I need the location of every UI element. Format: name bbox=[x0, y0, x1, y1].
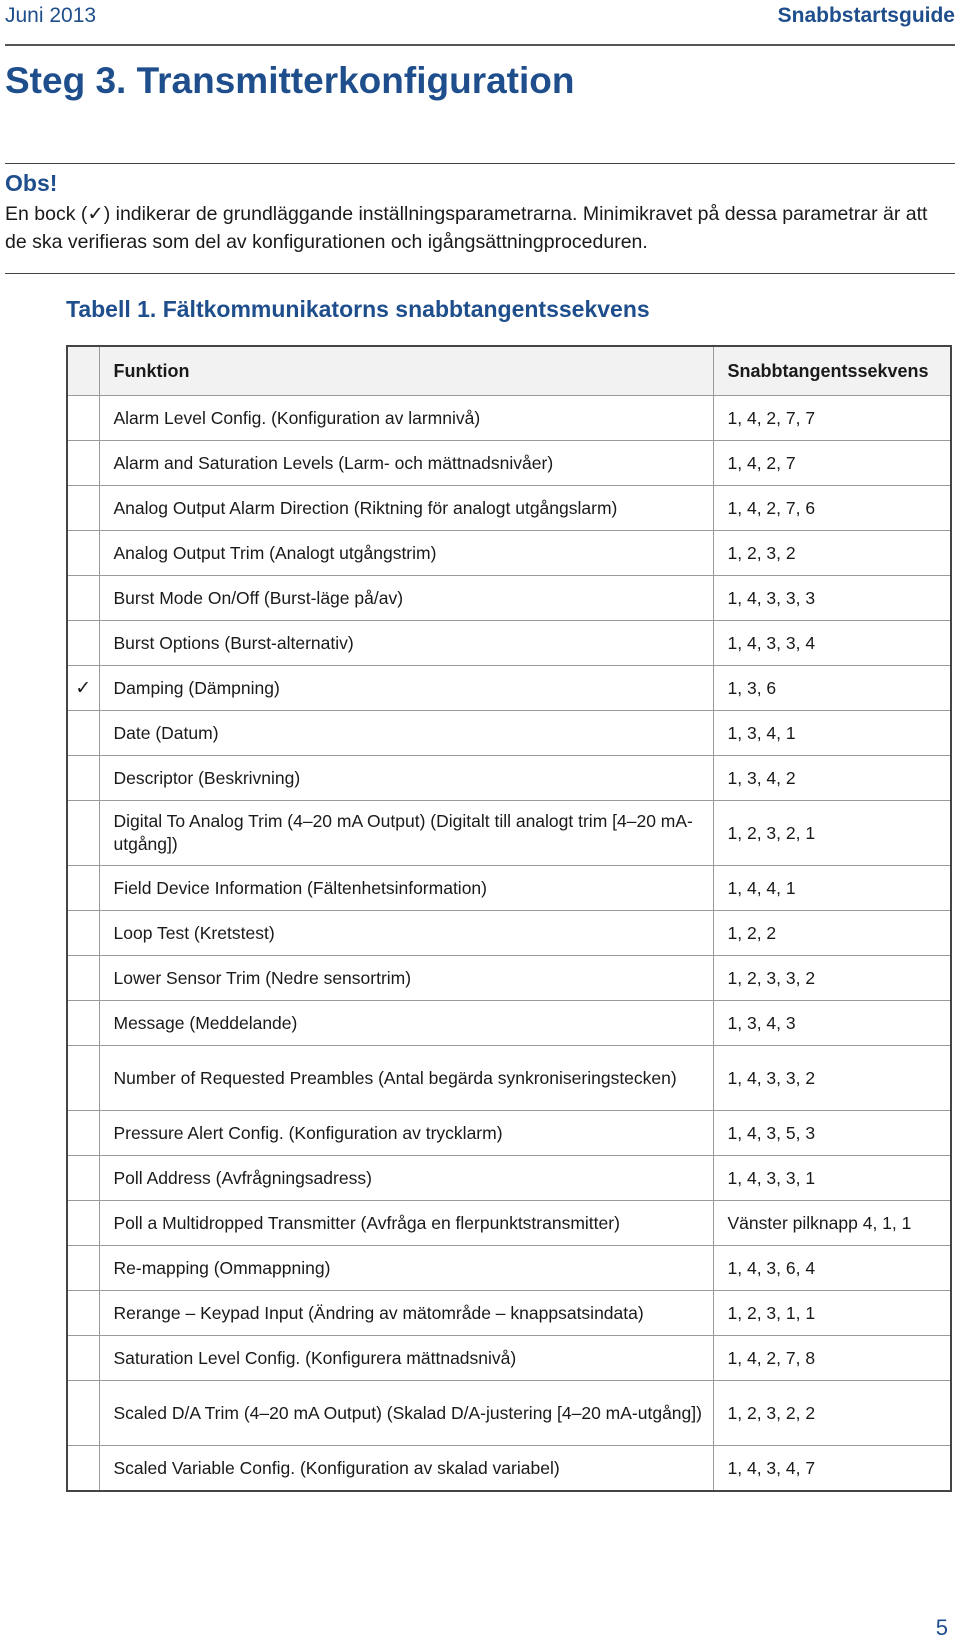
sequence-cell: 1, 2, 3, 2 bbox=[713, 531, 951, 576]
sequence-cell: 1, 4, 3, 3, 2 bbox=[713, 1046, 951, 1111]
function-cell: Rerange – Keypad Input (Ändring av mätområde – knappsatsindata) bbox=[99, 1291, 713, 1336]
table-body bbox=[67, 396, 951, 1492]
function-cell: Loop Test (Kretstest) bbox=[99, 911, 713, 956]
table-row bbox=[67, 441, 951, 486]
sequence-cell: 1, 4, 3, 6, 4 bbox=[713, 1246, 951, 1291]
function-cell: Digital To Analog Trim (4–20 mA Output) (Digitalt till analogt trim [4–20 mA-utgång]) bbox=[99, 801, 713, 866]
table-row bbox=[67, 911, 951, 956]
table-row bbox=[67, 1201, 951, 1246]
table-row bbox=[67, 486, 951, 531]
sequence-cell: 1, 3, 4, 3 bbox=[713, 1001, 951, 1046]
check-mark-icon bbox=[67, 441, 99, 486]
note-rule-top bbox=[5, 163, 955, 164]
check-mark-icon bbox=[67, 1046, 99, 1111]
sequence-cell: 1, 4, 3, 4, 7 bbox=[713, 1446, 951, 1492]
table-row bbox=[67, 1336, 951, 1381]
function-cell: Re-mapping (Ommappning) bbox=[99, 1246, 713, 1291]
table-row bbox=[67, 1291, 951, 1336]
table-row bbox=[67, 1001, 951, 1046]
function-cell: Analog Output Trim (Analogt utgångstrim) bbox=[99, 531, 713, 576]
check-mark-icon bbox=[67, 1381, 99, 1446]
check-mark-icon bbox=[67, 911, 99, 956]
check-mark-icon bbox=[67, 756, 99, 801]
sequence-cell: 1, 4, 2, 7, 8 bbox=[713, 1336, 951, 1381]
function-cell: Saturation Level Config. (Konfigurera mättnadsnivå) bbox=[99, 1336, 713, 1381]
sequence-cell: 1, 4, 2, 7 bbox=[713, 441, 951, 486]
header-function: Funktion bbox=[99, 346, 713, 396]
check-mark-icon: ✓ bbox=[67, 666, 99, 711]
function-cell: Analog Output Alarm Direction (Riktning för analogt utgångslarm) bbox=[99, 486, 713, 531]
sequence-cell: 1, 4, 3, 3, 3 bbox=[713, 576, 951, 621]
check-mark-icon bbox=[67, 576, 99, 621]
check-mark-icon bbox=[67, 486, 99, 531]
header-date: Juni 2013 bbox=[5, 4, 97, 27]
table-row bbox=[67, 1246, 951, 1291]
table-row bbox=[67, 621, 951, 666]
function-cell: Damping (Dämpning) bbox=[99, 666, 713, 711]
table-row bbox=[67, 956, 951, 1001]
sequence-cell: 1, 4, 2, 7, 6 bbox=[713, 486, 951, 531]
function-cell: Poll Address (Avfrågningsadress) bbox=[99, 1156, 713, 1201]
check-mark-icon bbox=[67, 1201, 99, 1246]
function-cell: Alarm Level Config. (Konfiguration av larmnivå) bbox=[99, 396, 713, 441]
check-mark-icon bbox=[67, 1111, 99, 1156]
table-row bbox=[67, 1446, 951, 1492]
page-title: Steg 3. Transmitterkonfiguration bbox=[5, 60, 575, 101]
table-row bbox=[67, 1046, 951, 1111]
check-mark-icon bbox=[67, 531, 99, 576]
sequence-cell: 1, 2, 3, 1, 1 bbox=[713, 1291, 951, 1336]
check-mark-icon bbox=[67, 1336, 99, 1381]
function-cell: Field Device Information (Fältenhetsinformation) bbox=[99, 866, 713, 911]
function-cell: Date (Datum) bbox=[99, 711, 713, 756]
table-row bbox=[67, 396, 951, 441]
table-row bbox=[67, 531, 951, 576]
sequence-cell: 1, 2, 3, 2, 1 bbox=[713, 801, 951, 866]
table-row bbox=[67, 801, 951, 866]
hotkey-table bbox=[66, 345, 952, 1492]
sequence-cell: 1, 4, 3, 3, 4 bbox=[713, 621, 951, 666]
check-mark-icon bbox=[67, 621, 99, 666]
function-cell: Scaled Variable Config. (Konfiguration av skalad variabel) bbox=[99, 1446, 713, 1492]
function-cell: Lower Sensor Trim (Nedre sensortrim) bbox=[99, 956, 713, 1001]
check-mark-icon bbox=[67, 801, 99, 866]
sequence-cell: 1, 4, 4, 1 bbox=[713, 866, 951, 911]
check-mark-icon bbox=[67, 866, 99, 911]
table-header-row bbox=[67, 346, 951, 396]
header-check-cell bbox=[67, 346, 99, 396]
table-row bbox=[67, 1381, 951, 1446]
function-cell: Pressure Alert Config. (Konfiguration av trycklarm) bbox=[99, 1111, 713, 1156]
sequence-cell: 1, 3, 4, 1 bbox=[713, 711, 951, 756]
sequence-cell: 1, 2, 3, 2, 2 bbox=[713, 1381, 951, 1446]
check-mark-icon bbox=[67, 956, 99, 1001]
sequence-cell: Vänster pilknapp 4, 1, 1 bbox=[713, 1201, 951, 1246]
check-mark-icon bbox=[67, 711, 99, 756]
check-mark-icon bbox=[67, 1156, 99, 1201]
sequence-cell: 1, 4, 3, 5, 3 bbox=[713, 1111, 951, 1156]
table-row bbox=[67, 1156, 951, 1201]
table-row bbox=[67, 1111, 951, 1156]
sequence-cell: 1, 3, 6 bbox=[713, 666, 951, 711]
check-mark-icon bbox=[67, 1246, 99, 1291]
note-text: En bock (✓) indikerar de grundläggande inställningsparametrarna. Minimikravet på dessa parametrar är att de ska verifieras som del av konfigurationen och igångsättningproceduren. bbox=[5, 203, 928, 253]
function-cell: Poll a Multidropped Transmitter (Avfråga en flerpunktstransmitter) bbox=[99, 1201, 713, 1246]
function-cell: Descriptor (Beskrivning) bbox=[99, 756, 713, 801]
table-caption: Tabell 1. Fältkommunikatorns snabbtangentssekvens bbox=[66, 296, 650, 322]
sequence-cell: 1, 4, 3, 3, 1 bbox=[713, 1156, 951, 1201]
function-cell: Number of Requested Preambles (Antal begärda synkroniseringstecken) bbox=[99, 1046, 713, 1111]
table-row bbox=[67, 866, 951, 911]
table-row bbox=[67, 666, 951, 711]
note-title: Obs! bbox=[5, 170, 58, 196]
function-cell: Burst Options (Burst-alternativ) bbox=[99, 621, 713, 666]
sequence-cell: 1, 2, 2 bbox=[713, 911, 951, 956]
function-cell: Message (Meddelande) bbox=[99, 1001, 713, 1046]
sequence-cell: 1, 4, 2, 7, 7 bbox=[713, 396, 951, 441]
sequence-cell: 1, 3, 4, 2 bbox=[713, 756, 951, 801]
check-mark-icon bbox=[67, 1291, 99, 1336]
note-rule-bottom bbox=[5, 273, 955, 274]
check-mark-icon bbox=[67, 396, 99, 441]
function-cell: Alarm and Saturation Levels (Larm- och mättnadsnivåer) bbox=[99, 441, 713, 486]
header-guide-title: Snabbstartsguide bbox=[777, 4, 955, 27]
table-row bbox=[67, 576, 951, 621]
function-cell: Scaled D/A Trim (4–20 mA Output) (Skalad D/A-justering [4–20 mA-utgång]) bbox=[99, 1381, 713, 1446]
check-mark-icon bbox=[67, 1001, 99, 1046]
table-row bbox=[67, 756, 951, 801]
header-rule bbox=[5, 44, 955, 46]
header-sequence: Snabbtangentssekvens bbox=[713, 346, 951, 396]
check-mark-icon bbox=[67, 1446, 99, 1492]
page-number: 5 bbox=[935, 1615, 948, 1640]
function-cell: Burst Mode On/Off (Burst-läge på/av) bbox=[99, 576, 713, 621]
sequence-cell: 1, 2, 3, 3, 2 bbox=[713, 956, 951, 1001]
table-row bbox=[67, 711, 951, 756]
